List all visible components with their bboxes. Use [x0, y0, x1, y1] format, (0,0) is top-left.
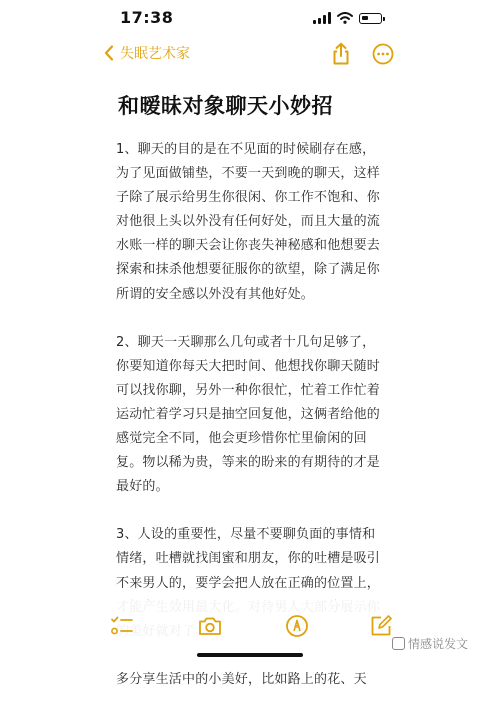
status-icons: [313, 12, 382, 24]
nav-bar: [0, 38, 500, 72]
watermark: [392, 635, 468, 652]
back-label: 失眠艺术家: [120, 46, 190, 62]
note-paragraph: 多分享生活中的小美好，比如路上的花、天: [116, 671, 367, 687]
camera-icon[interactable]: [198, 614, 222, 638]
note-title[interactable]: 和暧昧对象聊天小妙招: [118, 94, 333, 118]
status-time: 17:38: [120, 8, 174, 27]
status-bar: [0, 0, 500, 38]
ellipsis-circle-icon[interactable]: [372, 43, 394, 65]
home-indicator: [197, 653, 303, 657]
battery-icon: [359, 13, 382, 24]
watermark-text: 情感说发文: [408, 637, 469, 651]
cellular-signal-icon: [313, 12, 331, 24]
note-paragraph: 1、聊天的目的是在不见面的时候刷存在感，为了见面做铺垫，不要一天到晚的聊天，这样子除了展示给男生你很闲、你工作不饱和、你对他很上头以外没有任何好处，而且大量的流水账一样的聊天会让你丧失神秘感和他想要去探索和抹杀他想要征服你的欲望，除了满足你所谓的安全感以外没有其他好处。: [116, 142, 381, 302]
watermark-logo-icon: [392, 637, 405, 650]
note-paragraph: 3、人设的重要性，尽量不要聊负面的事情和情绪，吐槽就找闺蜜和朋友，你的吐槽是吸引不来男人的，要学会把人放在正确的位置上，: [116, 527, 381, 591]
share-icon[interactable]: [330, 42, 352, 66]
checklist-icon[interactable]: [110, 614, 134, 638]
note-paragraph: 2、聊天一天聊那么几句或者十几句足够了，你要知道你每天大把时间、他想找你聊天随时可以找你聊，另外一种你很忙，忙着工作忙着运动忙着学习只是抽空回复他，这俩者给他的感觉完全不同，他会更珍惜你忙里偷闲的回复。物以稀为贵，等来的盼来的有期待的才是最好的。: [116, 334, 381, 495]
chevron-left-icon: [104, 45, 114, 61]
wifi-icon: [337, 12, 353, 24]
compose-icon[interactable]: [369, 614, 393, 638]
back-button[interactable]: [104, 43, 190, 63]
pen-tip-icon[interactable]: [285, 614, 309, 638]
